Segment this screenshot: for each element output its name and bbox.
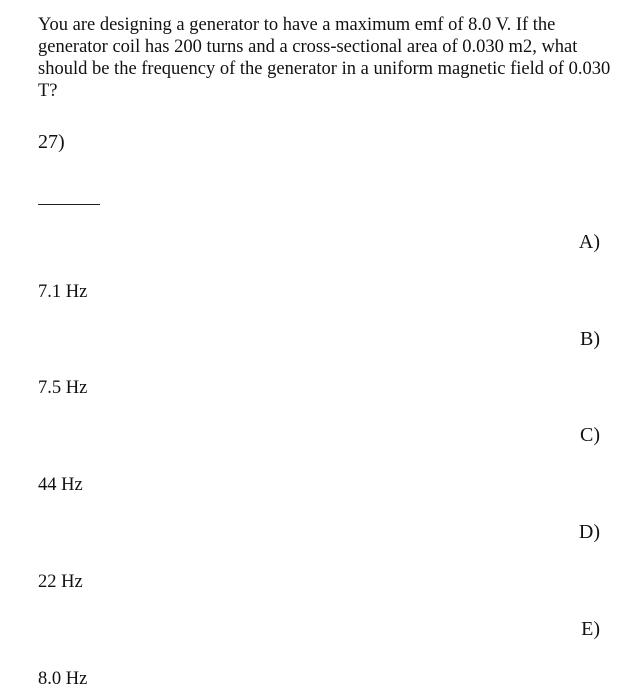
choice-text-b: 7.5 Hz (38, 378, 88, 398)
choice-text-c: 44 Hz (38, 475, 83, 495)
question-number: 27) (38, 131, 65, 153)
choice-text-d: 22 Hz (38, 572, 83, 592)
choice-text-e: 8.0 Hz (38, 669, 88, 689)
question-text: You are designing a generator to have a maximum emf of 8.0 V. If the generator coil has 200 turns and a cross-sectional area of 0.030 m2, what should be the frequency of the generator in a uniform magnetic field of 0.030 T? (38, 15, 611, 101)
answer-blank-line (38, 204, 100, 205)
choice-letter-b: B) (580, 328, 600, 350)
choice-letter-e: E) (581, 618, 600, 640)
choice-text-a: 7.1 Hz (38, 282, 88, 302)
choice-letter-d: D) (578, 521, 600, 543)
choice-letter-c: C) (580, 424, 600, 446)
choice-letter-a: A) (578, 231, 600, 253)
